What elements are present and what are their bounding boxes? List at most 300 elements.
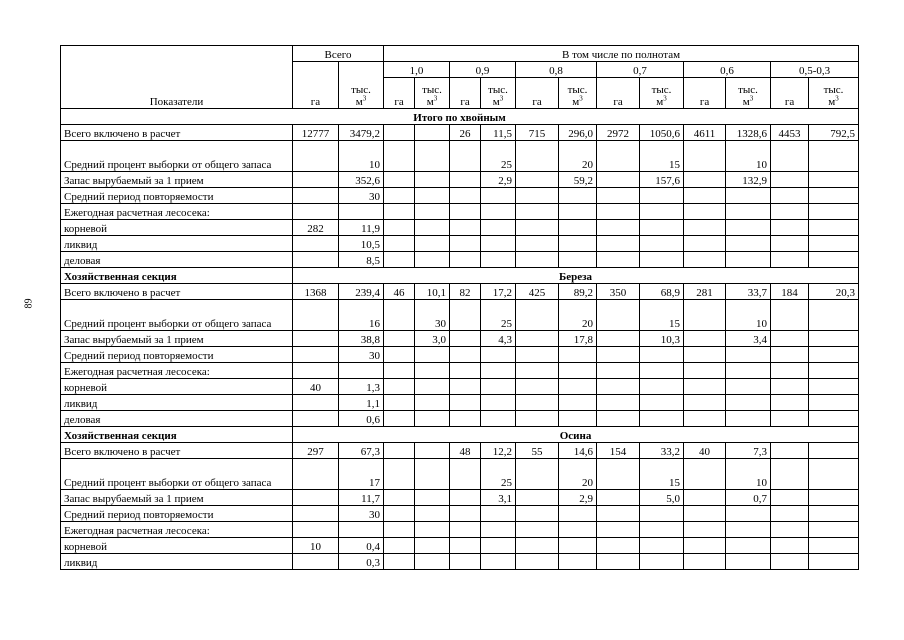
table-cell [516,490,559,506]
table-cell [771,411,809,427]
table-cell [415,172,450,188]
table-cell: 154 [597,443,640,459]
header-density-group: 0,9 [450,62,516,78]
table-cell [640,554,684,570]
row-label: корневой [61,220,293,236]
table-cell [516,236,559,252]
table-cell [516,141,559,172]
table-cell: 4611 [684,125,726,141]
table-cell [726,506,771,522]
table-cell [384,347,415,363]
table-cell [384,443,415,459]
table-cell [597,347,640,363]
table-cell [450,459,481,490]
table-cell [771,141,809,172]
table-row [61,125,859,141]
table-cell [771,395,809,411]
table-cell: 46 [384,284,415,300]
table-cell [684,141,726,172]
table-cell [597,554,640,570]
table-cell [726,188,771,204]
table-cell: 282 [293,220,339,236]
table-cell [597,300,640,331]
table-cell [415,411,450,427]
table-cell: 7,3 [726,443,771,459]
header-unit-ha: га [684,78,726,109]
table-cell [597,236,640,252]
table-cell [450,554,481,570]
table-cell [516,347,559,363]
table-cell [415,490,450,506]
table-cell: 10 [293,538,339,554]
table-cell [481,347,516,363]
table-cell: 30 [339,347,384,363]
table-cell [640,363,684,379]
row-label: Всего включено в расчет [61,443,293,459]
table-cell [771,459,809,490]
table-cell [771,379,809,395]
table-cell [384,411,415,427]
table-cell [559,236,597,252]
table-cell [771,522,809,538]
table-cell [640,236,684,252]
table-cell: 33,2 [640,443,684,459]
table-cell [415,459,450,490]
table-cell [415,204,450,220]
table-cell [384,395,415,411]
table-cell [384,379,415,395]
table-cell [684,490,726,506]
row-label: Всего включено в расчет [61,284,293,300]
table-cell [640,395,684,411]
table-cell [481,522,516,538]
table-cell [640,252,684,268]
table-cell [726,236,771,252]
table-cell [597,220,640,236]
table-cell [450,522,481,538]
table-cell: 157,6 [640,172,684,188]
table-cell [809,331,859,347]
table-cell [809,522,859,538]
table-cell [771,554,809,570]
table-cell: 132,9 [726,172,771,188]
table-cell [771,204,809,220]
table-cell [384,300,415,331]
row-label: Средний период повторяемости [61,188,293,204]
table-cell [415,220,450,236]
table-cell: 11,7 [339,490,384,506]
table-cell: 30 [339,506,384,522]
table-cell [516,506,559,522]
table-cell: 25 [481,300,516,331]
table-cell [597,459,640,490]
table-cell: 14,6 [559,443,597,459]
row-label: ликвид [61,395,293,411]
table-cell [597,395,640,411]
table-cell [809,300,859,331]
table-cell: 40 [684,443,726,459]
page-number: 89 [23,298,35,309]
table-cell [809,172,859,188]
table-cell [516,522,559,538]
table-cell: 20 [559,141,597,172]
row-label: Запас вырубаемый за 1 прием [61,490,293,506]
table-cell: 10 [726,300,771,331]
table-cell [597,141,640,172]
table-cell [684,395,726,411]
forest-calculation-table [60,45,859,570]
table-cell: 20,3 [809,284,859,300]
table-cell [293,459,339,490]
table-cell [809,490,859,506]
table-cell [293,141,339,172]
table-cell: 0,6 [339,411,384,427]
table-cell [293,363,339,379]
table-cell [597,172,640,188]
table-cell: 17,2 [481,284,516,300]
header-total-thous-m3: тыс. $м^3$ [339,62,384,109]
table-cell [726,252,771,268]
table-cell [384,172,415,188]
section-label: Хозяйственная секция [61,427,293,443]
row-label: Всего включено в расчет [61,125,293,141]
table-cell [516,252,559,268]
table-cell [640,188,684,204]
table-cell [640,506,684,522]
table-row [61,490,859,506]
table-cell [809,411,859,427]
table-cell: 11,5 [481,125,516,141]
table-row [61,506,859,522]
table-cell [384,141,415,172]
table-cell [415,538,450,554]
table-cell: 350 [597,284,640,300]
table-cell [481,379,516,395]
table-cell: 352,6 [339,172,384,188]
header-density-group: 0,8 [516,62,597,78]
section-title: Итого по хвойным [61,109,859,125]
table-cell [809,459,859,490]
table-cell: 68,9 [640,284,684,300]
table-cell: 281 [684,284,726,300]
table-cell [559,188,597,204]
table-cell [384,331,415,347]
table-cell: 82 [450,284,481,300]
table-row [61,188,859,204]
table-cell: 25 [481,459,516,490]
table-cell [684,204,726,220]
table-row [61,459,859,490]
table-cell [450,220,481,236]
table-row [61,379,859,395]
header-total: Всего [293,46,384,62]
table-cell [684,538,726,554]
table-row [61,538,859,554]
table-cell [415,347,450,363]
table-cell [559,379,597,395]
table-cell [809,538,859,554]
table-cell [597,522,640,538]
table-cell [293,395,339,411]
table-cell: 425 [516,284,559,300]
table-cell: 3479,2 [339,125,384,141]
table-cell [481,236,516,252]
table-cell: 12777 [293,125,339,141]
table-cell [384,506,415,522]
table-cell [481,395,516,411]
table-cell [415,554,450,570]
table-cell [384,522,415,538]
table-row [61,236,859,252]
table-cell [293,172,339,188]
table-cell [516,379,559,395]
table-cell [640,379,684,395]
table-cell [516,538,559,554]
table-cell [415,252,450,268]
table-cell: 15 [640,141,684,172]
table-cell [640,347,684,363]
section-title: Осина [293,427,859,443]
table-cell [384,220,415,236]
table-cell [516,220,559,236]
table-cell [809,395,859,411]
header-unit-thous-m3: тыс. $м^3$ [481,78,516,109]
table-cell [684,411,726,427]
table-cell [450,506,481,522]
table-cell [684,220,726,236]
table-cell: 0,7 [726,490,771,506]
table-cell: 296,0 [559,125,597,141]
table-row [61,347,859,363]
table-cell: 10,3 [640,331,684,347]
table-cell: 1050,6 [640,125,684,141]
table-cell [684,331,726,347]
table-cell [450,347,481,363]
table-cell [640,522,684,538]
table-cell [516,363,559,379]
table-cell: 26 [450,125,481,141]
row-label: деловая [61,411,293,427]
table-row [61,141,859,172]
table-cell [415,236,450,252]
table-cell [809,252,859,268]
table-cell: 55 [516,443,559,459]
table-cell [684,554,726,570]
table-cell [516,459,559,490]
table-cell [293,522,339,538]
table-cell [809,554,859,570]
table-cell [597,331,640,347]
table-cell [384,188,415,204]
table-cell [684,172,726,188]
table-cell [684,506,726,522]
table-cell [771,252,809,268]
table-cell [597,379,640,395]
row-label: Запас вырубаемый за 1 прием [61,331,293,347]
header-unit-thous-m3: тыс. $м^3$ [559,78,597,109]
table-cell: 16 [339,300,384,331]
table-cell [726,347,771,363]
table-cell [809,506,859,522]
table-cell: 25 [481,141,516,172]
table-cell [481,363,516,379]
table-row [61,331,859,347]
table-cell [516,331,559,347]
table-cell [726,554,771,570]
section-title: Береза [293,268,859,284]
table-cell [726,522,771,538]
row-label: корневой [61,538,293,554]
table-cell [481,188,516,204]
table-cell [481,411,516,427]
table-cell [771,490,809,506]
table-cell [809,443,859,459]
table-cell [559,395,597,411]
table-cell [516,554,559,570]
table-cell: 3,1 [481,490,516,506]
table-cell [771,331,809,347]
table-cell [384,125,415,141]
table-cell [559,411,597,427]
table-cell [450,331,481,347]
table-cell [559,347,597,363]
table-cell [809,141,859,172]
table-cell [771,236,809,252]
table-cell [597,252,640,268]
table-cell [450,538,481,554]
table-row [61,252,859,268]
table-cell [516,411,559,427]
table-cell [684,236,726,252]
table-cell [516,395,559,411]
table-cell [726,379,771,395]
row-label: Средний процент выборки от общего запаса [61,141,293,172]
table-cell [559,204,597,220]
table-cell: 0,3 [339,554,384,570]
table-cell: 30 [339,188,384,204]
table-cell: 33,7 [726,284,771,300]
header-by-density: В том числе по полнотам [384,46,859,62]
table-cell [771,363,809,379]
table-cell: 67,3 [339,443,384,459]
table-cell [809,204,859,220]
table-cell [339,363,384,379]
row-label: ликвид [61,554,293,570]
table-cell: 184 [771,284,809,300]
row-label: Ежегодная расчетная лесосека: [61,363,293,379]
table-cell [293,188,339,204]
table-cell: 38,8 [339,331,384,347]
table-cell [293,252,339,268]
table-cell [481,220,516,236]
table-cell [684,363,726,379]
table-cell: 8,5 [339,252,384,268]
table-cell: 11,9 [339,220,384,236]
header-indicators: Показатели [61,46,293,109]
header-unit-ha: га [516,78,559,109]
table-cell [516,204,559,220]
table-cell [809,347,859,363]
table-cell [684,252,726,268]
table-cell [771,506,809,522]
table-cell: 4453 [771,125,809,141]
header-density-group: 1,0 [384,62,450,78]
table-cell: 715 [516,125,559,141]
table-cell [559,220,597,236]
table-cell [559,554,597,570]
table-cell: 30 [415,300,450,331]
table-cell [384,236,415,252]
table-cell: 4,3 [481,331,516,347]
table-cell [726,220,771,236]
header-unit-ha: га [384,78,415,109]
table-cell: 10 [339,141,384,172]
table-cell [293,506,339,522]
table-cell [684,379,726,395]
table-cell [771,300,809,331]
header-density-group: 0,6 [684,62,771,78]
table-cell: 15 [640,300,684,331]
table-cell: 297 [293,443,339,459]
table-cell [450,188,481,204]
table-cell [481,204,516,220]
table-cell [384,204,415,220]
table-cell: 0,4 [339,538,384,554]
table-cell [450,363,481,379]
table-cell: 5,0 [640,490,684,506]
table-cell [450,172,481,188]
table-cell [415,443,450,459]
table-cell: 40 [293,379,339,395]
table-cell [415,522,450,538]
table-cell: 1368 [293,284,339,300]
table-cell [384,459,415,490]
table-cell [684,347,726,363]
table-row [61,443,859,459]
table-cell [293,411,339,427]
row-label: Ежегодная расчетная лесосека: [61,522,293,538]
table-cell [559,538,597,554]
header-unit-ha: га [450,78,481,109]
table-cell [597,411,640,427]
table-cell: 48 [450,443,481,459]
table-row [61,204,859,220]
table-cell [339,204,384,220]
row-label: Средний процент выборки от общего запаса [61,459,293,490]
table-cell [293,554,339,570]
table-cell: 3,4 [726,331,771,347]
table-cell [293,236,339,252]
table-row [61,554,859,570]
table-cell [384,554,415,570]
table-cell [640,204,684,220]
table-cell [516,172,559,188]
table-cell [415,395,450,411]
row-label: ликвид [61,236,293,252]
table-cell: 17,8 [559,331,597,347]
table-row [61,395,859,411]
table-cell [771,188,809,204]
row-label: Ежегодная расчетная лесосека: [61,204,293,220]
table-cell: 15 [640,459,684,490]
table-cell [771,538,809,554]
table-cell [293,347,339,363]
table-cell [640,220,684,236]
header-unit-thous-m3: тыс. $м^3$ [640,78,684,109]
table-cell [516,188,559,204]
table-cell [293,490,339,506]
row-label: Средний процент выборки от общего запаса [61,300,293,331]
